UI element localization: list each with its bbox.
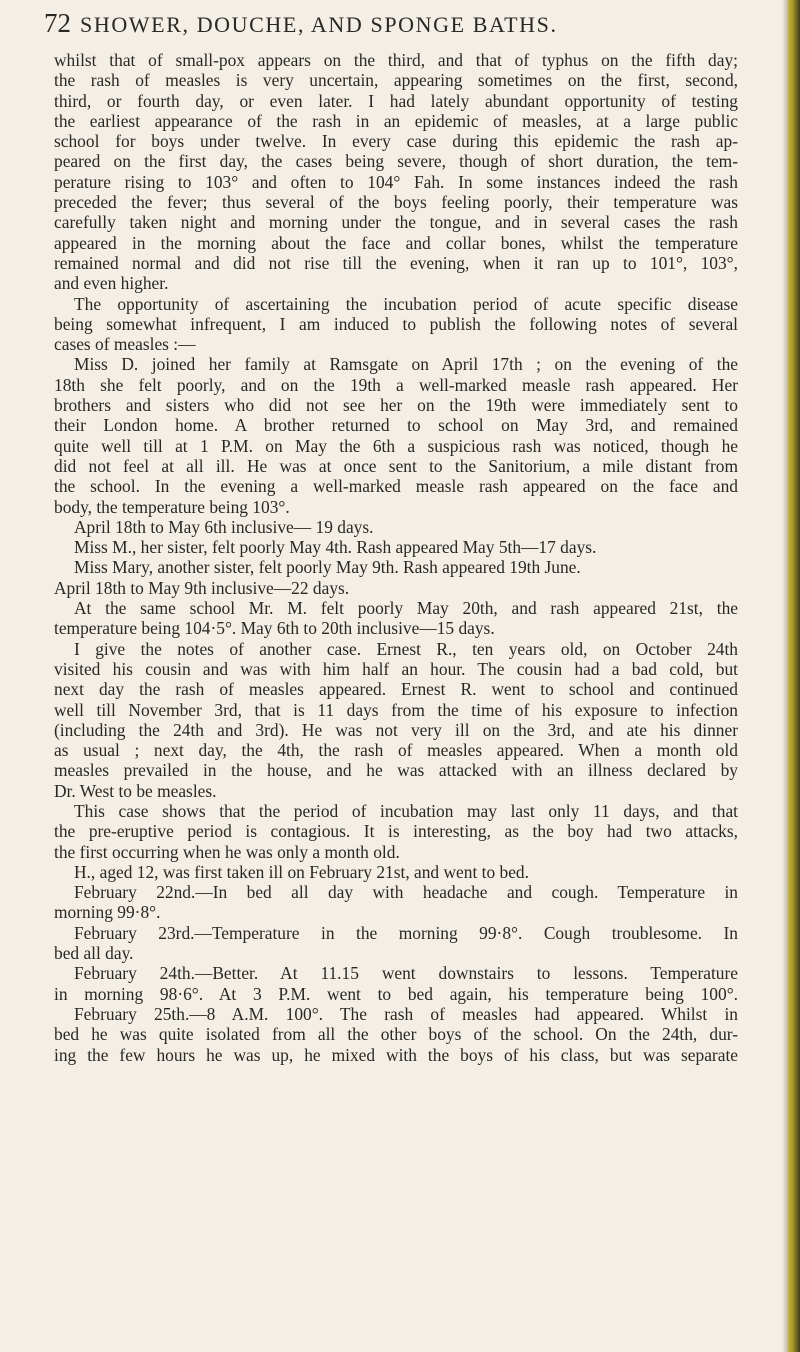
text-line: in morning 98·6°. At 3 P.M. went to bed again, his temperature being 100°. (54, 983, 738, 1004)
text-line: Dr. West to be measles. (54, 780, 217, 801)
text-line: the pre-eruptive period is contagious. It is interesting, as the boy had two attacks, (54, 821, 738, 842)
text-line: brothers and sisters who did not see her on the 19th were immediately sent to (54, 395, 738, 416)
text-line: bed all day. (54, 943, 134, 964)
text-line: perature rising to 103° and often to 104° Fah. In some instances indeed the rash (54, 171, 738, 192)
page-header (44, 6, 784, 42)
text-line: Miss M., her sister, felt poorly May 4th. Rash appeared May 5th—17 days. (74, 537, 597, 558)
text-line: carefully taken night and morning under the tongue, and in several cases the rash (54, 212, 738, 233)
page-number: 72 (44, 8, 71, 38)
text-line: February 25th.—8 A.M. 100°. The rash of measles had appeared. Whilst in (74, 1003, 738, 1024)
text-line: did not feel at all ill. He was at once sent to the Sanitorium, a mile distant from (54, 455, 738, 476)
text-line: school for boys under twelve. In every case during this epidemic the rash ap- (54, 131, 738, 152)
text-line: The opportunity of ascertaining the incubation period of acute specific disease (74, 293, 738, 314)
text-line: February 23rd.—Temperature in the morning 99·8°. Cough troublesome. In (74, 922, 738, 943)
text-line: well till November 3rd, that is 11 days from the time of his exposure to infection (54, 699, 738, 720)
text-line: their London home. A brother returned to school on May 3rd, and remained (54, 415, 738, 436)
text-line: the earliest appearance of the rash in an epidemic of measles, at a large public (54, 110, 738, 131)
text-line: appeared in the morning about the face and collar bones, whilst the temperature (54, 232, 738, 253)
text-line: quite well till at 1 P.M. on May the 6th a suspicious rash was noticed, though he (54, 435, 738, 456)
text-line: being somewhat infrequent, I am induced to publish the following notes of several (54, 313, 738, 334)
text-line: and even higher. (54, 273, 169, 294)
text-line: February 22nd.—In bed all day with headache and cough. Temperature in (74, 882, 738, 903)
text-line: next day the rash of measles appeared. Ernest R. went to school and continued (54, 679, 738, 700)
text-line: February 24th.—Better. At 11.15 went downstairs to lessons. Temperature (74, 963, 738, 984)
text-line: bed he was quite isolated from all the other boys of the school. On the 24th, dur- (54, 1024, 738, 1045)
text-line: ing the few hours he was up, he mixed with the boys of his class, but was separate (54, 1044, 738, 1065)
text-line: third, or fourth day, or even later. I had lately abundant opportunity of testing (54, 90, 738, 111)
text-line: I give the notes of another case. Ernest R., ten years old, on October 24th (74, 638, 738, 659)
text-line: Miss D. joined her family at Ramsgate on April 17th ; on the evening of the (74, 354, 738, 375)
text-line: April 18th to May 9th inclusive—22 days. (54, 577, 350, 598)
text-line: April 18th to May 6th inclusive— 19 days. (74, 516, 374, 537)
text-line: visited his cousin and was with him half an hour. The cousin had a bad cold, but (54, 658, 738, 679)
text-line: At the same school Mr. M. felt poorly May 20th, and rash appeared 21st, the (74, 598, 738, 619)
text-line: remained normal and did not rise till the evening, when it ran up to 101°, 103°, (54, 252, 738, 273)
text-line: whilst that of small-pox appears on the third, and that of typhus on the fifth day; (54, 50, 738, 70)
text-line: as usual ; next day, the 4th, the rash of measles appeared. When a month old (54, 740, 738, 761)
page-edge (788, 0, 800, 1352)
text-line: H., aged 12, was first taken ill on February 21st, and went to bed. (74, 861, 529, 882)
text-line: This case shows that the period of incubation may last only 11 days, and that (74, 800, 738, 821)
text-line: the first occurring when he was only a month old. (54, 841, 400, 862)
text-line: measles prevailed in the house, and he was attacked with an illness declared by (54, 760, 738, 781)
text-line: temperature being 104·5°. May 6th to 20th inclusive—15 days. (54, 618, 495, 639)
text-line: cases of measles :— (54, 334, 196, 355)
text-line: 18th she felt poorly, and on the 19th a well-marked measle rash appeared. Her (54, 374, 738, 395)
text-line: the school. In the evening a well-marked measle rash appeared on the face and (54, 476, 738, 497)
text-line: body, the temperature being 103°. (54, 496, 290, 517)
body-text (54, 50, 738, 1065)
text-line: (including the 24th and 3rd). He was not very ill on the 3rd, and ate his dinner (54, 719, 738, 740)
running-head: SHOWER, DOUCHE, AND SPONGE BATHS. (80, 12, 558, 37)
text-line: preceded the fever; thus several of the boys feeling poorly, their temperature was (54, 192, 738, 213)
text-line: Miss Mary, another sister, felt poorly May 9th. Rash appeared 19th June. (74, 557, 581, 578)
text-line: peared on the first day, the cases being severe, though of short duration, the tem- (54, 151, 738, 172)
text-line: morning 99·8°. (54, 902, 161, 923)
text-line: the rash of measles is very uncertain, appearing sometimes on the first, second, (54, 70, 738, 91)
